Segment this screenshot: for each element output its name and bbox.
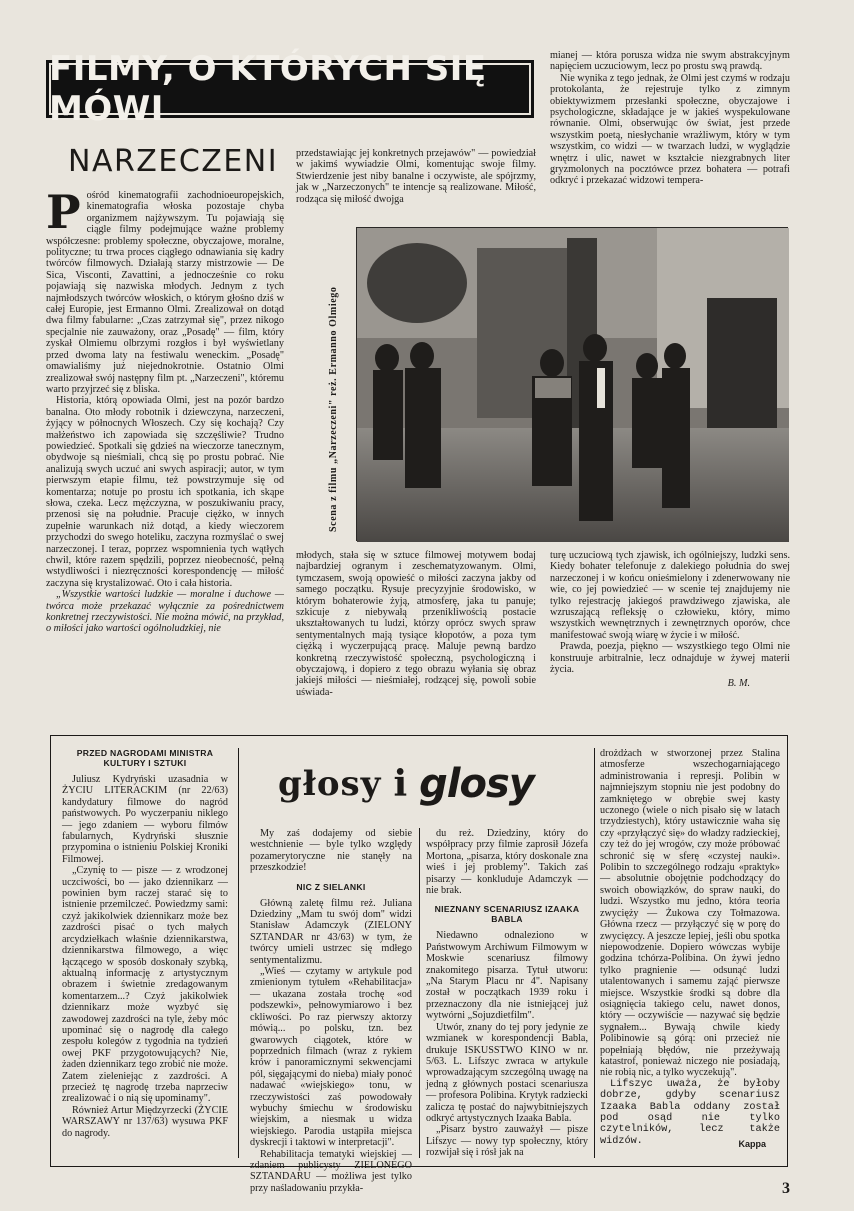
box-paragraph: du reż. Dziedziny, który do współpracy przy filmie zaprosił Józefa Mortona, „pisarza, który doskonale zna wieś i jej problemy". Takich zaś pisarzy — konkluduje Adamczyk — nie brak. [426, 828, 588, 897]
article-column-3-bottom [550, 550, 790, 716]
box-paragraph: „Wieś — czytamy w artykule pod zmienionym tytułem «Rehabilitacja» — ukazana została trochę «od podszewki», pełnowymiarowo i bez ckliwości. Po raz pierwszy aktorzy mówią... po polsku, tzn. bez gwarowych ciągotek, które w poprzednich filmach (wraz z rykiem krów i panoramicznymi sekwencjami pól, sięgającymi do nieba) miały ponoć nadawać «wiejskiego» tonu, w rzeczywistości zaś powodowały wybuchy śmiechu w środowisku wiejskim, a niesmak u widza wiejskiego. Parodia ustąpiła miejsca dyskrecji i taktowi w interpretacji". [250, 966, 412, 1149]
article-headline: NARZECZENI [68, 144, 279, 179]
box-paragraph: Lifszyc uważa, że byłoby dobrze, gdyby scenariusz Izaaka Babla oddany został pod osąd nie tylko czytelników, lecz także widzów. [600, 1078, 780, 1147]
box-middle-column-2 [426, 828, 588, 1160]
article-column-2-top [296, 148, 536, 216]
box-paragraph: Utwór, znany do tej pory jedynie ze wzmianek w korespondencji Babla, drukuje ISKUSSTWO KINO w nr. 5/63. L. Lifszyc zwraca w artykule wprowadzającym szczególną uwagę na jedną z głównych postaci scenariusza — profesora Polibina. Krytyk radziecki zalicza tę postać do najwybitniejszych odkryć artystycznych Izaaka Babla. [426, 1021, 588, 1124]
box-paragraph: Juliusz Kydryński uzasadnia w ŻYCIU LITERACKIM (nr 22/63) kandydatury filmowe do nagród państwowych. Po wyczerpaniu niklego — jego zdaniem — wyboru filmów fabularnych, Kydryński słusznie przypomina o istnieniu Polskiej Kroniki Filmowej. [62, 774, 228, 865]
article-paragraph: mianej — która porusza widza nie swym abstrakcyjnym napięciem uczuciowym, lecz po prostu swą prawdą. [550, 50, 790, 73]
box-divider-left [238, 748, 239, 1158]
photo-caption: Scena z filmu „Narzeczeni" reż. Ermanno Olmiego [328, 286, 339, 532]
box-right-column [600, 748, 780, 1160]
article-paragraph: młodych, stała się w sztuce filmowej motywem bodaj najbardziej ogranym i zeschematyzowanym. Olmi, tymczasem, swoją opowieść o miłości zaczyna jakby od samego początku. Rysuje precyzyjnie środowisko, w którym bohaterowie żyją, atmosferę, jaka tu panuje; szkicuje z niebywałą przenikliwością postacie ukształtowanych tu ludzi, którzy oprócz swych spraw sentymentalnych mają tysiące kłopotów, a poza tym ciężką i wyczerpującą pracę. Maluje pewną bardzo konkretną rzeczywistość społeczną, psychologiczną i obyczajową, i dopiero z tego obrazu wyłania się obraz jakiejś miłości — nieśmiałej, rodzącej się, powoli sobie uświada- [296, 550, 536, 698]
box-paragraph: Niedawno odnaleziono w Państwowym Archiwum Filmowym w Moskwie scenariusz filmowy znakomitego pisarza. Tytuł utworu: „Na Starym Placu nr 4". Napisany został w początkach 1939 roku i przeznaczony dla nie istniejącej już wytwórni „Sojuzdietfilm". [426, 930, 588, 1022]
box-paragraph: drożdżach w stworzonej przez Stalina atmosferze wszechogarniającego administrowania i represji. Polibin w najmniejszym stopniu nie jest podobny do zamkniętego w obrębie swej kasty uczonego (wiele o nich pisało się w latach trzydziestych), który ustawicznie waha się czy «przyłączyć się» do władzy radzieckiej, czy też do jej wrogów, czy może próbować schronić się w sferę «czystej nauki». Polibin to szczególnego rodzaju «praktyk» — absolutnie obojętnie podchodzący do swoich obowiązków, do spraw nauki, do ludzi. Wszystko mu jedno, która teoria zwycięży — Żukowa czy Tołmazowa. Główna rzecz — przyłączyć się w porę do zwycięzcy. A jeszcze lepiej, jeśli obu spotka niepowodzenie. Dopiero wówczas wybije godzina tchórza-Polibina. On żywi jedno tylko pragnienie — odsunąć ludzi utalentowanych i samemu zająć pierwsze miejsce. Wszystkie środki są dobre dla osiągnięcia takiego celu, nawet donos, który — oczywiście — nazywać się będzie sygnałem... Bywają chwile kiedy Polibinowie są górą: oni przecież nie popełniają błędów, nie przeżywają katastrof, ponieważ niczego nie posiadają, nie robią nic, a tylko wyczekują". [600, 748, 780, 1079]
box-signature: Kappa [738, 1139, 766, 1149]
box-paragraph: Również Artur Międzyrzecki (ŻYCIE WARSZAWY nr 137/63) wysuwa PKF do nagrody. [62, 1104, 228, 1139]
box-divider-right [594, 748, 595, 1158]
box-mid1-top [250, 828, 412, 874]
article-paragraph: przedstawiając jej konkretnych przejawów" — powiedział w jakimś wywiadzie Olmi, komentując swoje filmy. Stwierdzenie jest niby banalne i oczywiste, ale spójrzmy, jak w „Narzeczonych" te intencje są realizowane. Miłość, rodząca się miłość dwojga [296, 148, 536, 205]
box-middle-column-1 [250, 828, 412, 1194]
box-paragraph: Rehabilitacja tematyki wiejskiej — zdaniem publicysty ZIELONEGO SZTANDARU — możliwa jest tylko przy naśladowaniu przykła- [250, 1148, 412, 1194]
glosy-title [278, 756, 568, 812]
box-divider-mid [419, 828, 420, 1158]
article-paragraph: Historia, którą opowiada Olmi, jest na pozór bardzo banalna. Oto młody robotnik i dziewczyna, narzeczeni, żyjący w północnych Włoszech. Czy się kochają? Czy małżeństwo ich zapowiada się szczęśliwie? Trudno powiedzieć. Spotkali się gdzieś na wieczorze tanecznym, obydwoje są nieśmiali, chcą się po prostu pobrać. Nie analizują swych uczuć ani swych aspiracji; autor, w tym pierwszym etapie filmu, też powstrzymuje się od komentarza; notuje po prostu ich spotkania, ich skąpe słowa, czeka. Lecz mężczyzna, w poszukiwaniu pracy, przenosi się na południe. Pracuje ciężko, w innych zupełnie warunkach niż dotąd, a kiedy wieczorem przychodzi do swego hoteliku, zaczyna rozmyślać o swej narzeczonej. I teraz, poprzez wspomnienia tych wątłych chwil, które razem spędzili, poprzez nieobecność, pełną wstydliwości i niezręczności korespondencję — miłość zaczyna się krystalizować. Oto i cała historia. [46, 395, 284, 589]
article-signature: B. M. [727, 678, 750, 690]
box-left-column [62, 748, 228, 1160]
box-mid2-top [426, 828, 588, 896]
photo-illustration [357, 228, 789, 542]
glosy-title-part3: glosy [419, 761, 534, 807]
drop-cap: P [46, 185, 81, 239]
article-paragraph: turę uczuciową tych zjawisk, ich ogólniejszy, ludzki sens. Kiedy bohater telefonuje z dalekiego południa do swej narzeczonej i w końcu onieśmielony i zdenerwowany nie wie, co jej powiedzieć — w scenie tej znajdujemy nie tylko rejestrację jakiegoś prawdziwego zjawiska, ale wzruszającą refleksję o człowieku, który, mimo wszystkich wewnętrznych i zewnętrznych oporów, chce manifestować swoją wiarę w życie i w miłość. [550, 550, 790, 641]
box-left-heading: PRZED NAGRODAMI MINISTRA KULTURY I SZTUKI [76, 748, 214, 768]
box-mid2-heading: NIEZNANY SCENARIUSZ IZAAKA BABLA [434, 904, 580, 925]
box-left-text [62, 774, 228, 1169]
article-paragraph: Nie wynika z tego jednak, że Olmi jest czymś w rodzaju protokolanta, że rejestruje tylko z zimnym obiektywizmem przesłanki społeczne, obyczajowe i psychologiczne, składające je w jakieś wyspekulowane równanie. Olmi, obserwując ów świat, jest przede wszystkim poetą, niesłychanie wrażliwym, który w tym wszystkim, co widzi — w twarzach ludzi, w wyglądzie wnętrz i ulic, nawet w kształcie niezgrabnych liter gryzmolonych na pocztówce przez bohatera — potrafi odkryć i przekazać widzowi tempera- [550, 72, 790, 187]
article-quote: „Wszystkie wartości ludzkie — moralne i duchowe — twórca może przekazać wyłącznie za pośrednictwem konkretnej rzeczywistości. Nie można mówić, na przykład, o miłości jako wartości ogólnoludzkiej, nie [46, 589, 284, 635]
box-mid2-text [426, 930, 588, 1180]
article-column-2-bottom [296, 550, 536, 716]
box-paragraph: „Czynię to — pisze — z wrodzonej uczciwości, bo — jako dziennikarz — powinien bym raczej starać się to istnienie przemilczeć. Powiedzmy sami: czyż jakikolwiek dziennikarz może bez zazdrości pisać o tych małych arcydziełkach właśnie dziennikarstwa, dziennikarstwa filmowego, a więc łączącego w sposób doskonały szybką, aktualną informację z artystycznym obrazem i świetnie zredagowanym komentarzem...? Czyż jakikolwiek dziennikarz może wyzbyć się zawodowej zazdrości na tyle, żeby móc upominać się o nagrodę dla całego zespołu kolegów z tygodnia na tydzień owej PKF przygotowujących? Nie, żaden dziennikarz tego zrobić nie może. Zatem zieleniejąc z zazdrości. A przecież tę nagrodę trzeba naprzeciw zrealizować i o nią się upominamy". [62, 865, 228, 1105]
article-column-3-top [550, 50, 790, 216]
banner-title: FILMY, O KTÓRYCH SIĘ MÓWI [49, 49, 487, 129]
film-still-photo [356, 227, 788, 541]
article-paragraph: ośród kinematografii zachodnioeuropejskich, kinematografia włoska pozostaje chyba organizmem najżywszym. Tu pojawiają się ciągle filmy podejmujące ważne problemy współczesne: problemy społeczne, obyczajowe, moralne, polityczne; tu trwa proces ciągłego odnawiania się kadry twórców filmowych. Działają starzy mistrzowie — De Sica, Visconti, Zavattini, a jednocześnie co roku pojawiają się nazwiska młodych. Jednym z tych najmłodszych twórców włoskich, o którym głośno dziś w całej Europie, jest Ermanno Olmi. Zrealizował on dotąd dwa filmy fabularne: „Czas zatrzymał się", przez nikogo specjalnie nie zauważony, oraz „Posadę" — film, który zyskał Olmiemu olbrzymi rozgłos i był wyświetlany przed dwoma laty na festiwalu weneckim. „Posadę" omawialiśmy już niejednokrotnie. Ostatnio Olmi zrealizował swój następny film pt. „Narzeczeni", któremu warto przyjrzeć się z bliska. [46, 190, 284, 395]
box-paragraph: Główną zaletę filmu reż. Juliana Dziedziny „Mam tu swój dom" widzi Stanisław Adamczyk (ZIELONY SZTANDAR nr 43/63) w tym, że twórcy umieli ustrzec się mdłego sentymentalizmu. [250, 897, 412, 966]
glosy-title-part1: głosy [278, 764, 382, 804]
box-mid1-text [250, 897, 412, 1194]
article-paragraph: Prawda, poezja, piękno — wszystkiego tego Olmi nie konstruuje arbitralnie, lecz odnajduje w żywej materii życia. [550, 641, 790, 676]
section-banner [46, 49, 534, 129]
glosy-title-part2: i [393, 763, 408, 805]
box-paragraph: „Pisarz bystro zauważył — pisze Lifszyc — nowy typ społeczny, który rozwijał się i rósł jak na [426, 1124, 588, 1159]
box-paragraph: My zaś dodajemy od siebie westchnienie — byle tylko względy pozamerytoryczne nie stanęły na przeszkodzie! [250, 828, 412, 874]
page-number: 3 [782, 1180, 790, 1197]
box-mid1-heading: NIC Z SIELANKI [296, 881, 366, 892]
article-column-1 [46, 185, 284, 716]
